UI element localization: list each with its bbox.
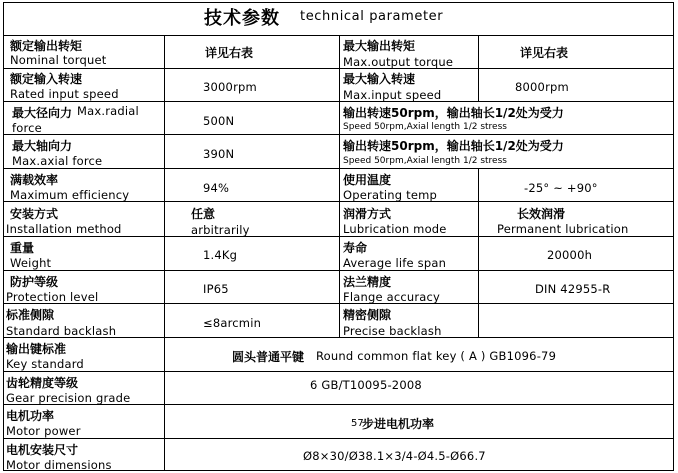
label-en: Operating temp [343, 188, 438, 202]
label-en: Motor dimensions [6, 458, 112, 472]
label-zh: 电机功率 [6, 409, 55, 423]
label-zh: 满载效率 [10, 173, 59, 187]
label-zh: 精密侧隙 [343, 308, 392, 322]
label-zh: 输出键标准 [6, 342, 67, 356]
label-zh: 防护等级 [10, 275, 59, 289]
table-title [0, 0, 678, 35]
label-zh: 输出转速50rpm，输出轴长1/2处为受力 [343, 106, 564, 120]
label-en: Speed 50rpm,Axial length 1/2 stress [343, 156, 507, 166]
label-zh: 使用温度 [343, 173, 392, 187]
value: 94% [203, 181, 230, 195]
value: 8000rpm [515, 80, 569, 94]
value: 390N [203, 147, 235, 161]
label-en: Lubrication mode [343, 222, 447, 236]
value: Round common flat key ( A ) GB1096-79 [316, 349, 557, 363]
value: Permanent lubrication [497, 222, 629, 236]
title-chinese: 技术参数 [204, 8, 280, 29]
label-en: Flange accuracy [343, 290, 441, 304]
label-en: Standard backlash [6, 324, 117, 338]
title-english: technical parameter [300, 9, 444, 24]
label-en: Average life span [343, 256, 447, 270]
label-en: Max.output torque [343, 55, 454, 69]
label-en: Motor power [6, 424, 81, 438]
label-zh: 润滑方式 [343, 207, 392, 221]
value: 20000h [547, 248, 593, 262]
label-zh: 重量 [10, 241, 35, 255]
label-zh: 电机安装尺寸 [6, 443, 79, 457]
label-zh: 齿轮精度等级 [6, 376, 79, 390]
label-zh: 额定输出转矩 [10, 39, 83, 53]
label-en: Rated input speed [10, 87, 119, 101]
label-zh: 寿命 [343, 241, 368, 255]
label-en: Weight [10, 256, 52, 270]
value: 500N [203, 114, 235, 128]
value: 6 GB/T10095-2008 [310, 378, 422, 392]
value: Ø8×30/Ø38.1×3/4-Ø4.5-Ø66.7 [303, 449, 486, 463]
value: ≤8arcmin [203, 316, 262, 330]
label-zh: 安装方式 [10, 207, 59, 221]
label-en: Speed 50rpm,Axial length 1/2 stress [343, 122, 507, 132]
value: arbitrarily [191, 223, 250, 237]
label-zh: 最大输入转速 [343, 72, 416, 86]
label-en: Maximum efficiency [10, 188, 130, 202]
label-zh: 最大输出转矩 [343, 39, 416, 53]
value-zh: 圆头普通平键 [232, 350, 305, 364]
label-en: Nominal torquet [10, 53, 107, 67]
label-zh: 法兰精度 [343, 275, 392, 289]
label-en: Precise backlash [343, 324, 442, 338]
label-zh: 最大径向力 [12, 106, 73, 120]
label-zh: 输出转速50rpm，输出轴长1/2处为受力 [343, 139, 564, 153]
value: 详见右表 [520, 46, 569, 60]
value-zh: 长效润滑 [517, 207, 566, 221]
value: -25° ~ +90° [524, 181, 598, 195]
label-en: Max.axial force [12, 154, 103, 168]
value: DIN 42955-R [535, 282, 611, 296]
value: 1.4Kg [203, 248, 238, 262]
label-en: force [12, 121, 42, 135]
value-zh: 步进电机功率 [362, 417, 435, 431]
label-zh: 额定输入转速 [10, 72, 83, 86]
label-en: Gear precision grade [6, 391, 131, 405]
label-zh: 最大轴向力 [12, 139, 73, 153]
value: 详见右表 [205, 46, 254, 60]
value-number: 57 [351, 418, 364, 429]
label-en-inline: Max.radial [77, 104, 139, 118]
label-en: Installation method [6, 222, 122, 236]
value: 3000rpm [203, 80, 257, 94]
value: IP65 [203, 282, 229, 296]
label-en: Key standard [6, 357, 84, 371]
label-en: Max.input speed [343, 88, 442, 102]
value-zh: 任意 [191, 207, 216, 221]
label-zh: 标准侧隙 [6, 308, 55, 322]
label-en: Protection level [6, 290, 99, 304]
